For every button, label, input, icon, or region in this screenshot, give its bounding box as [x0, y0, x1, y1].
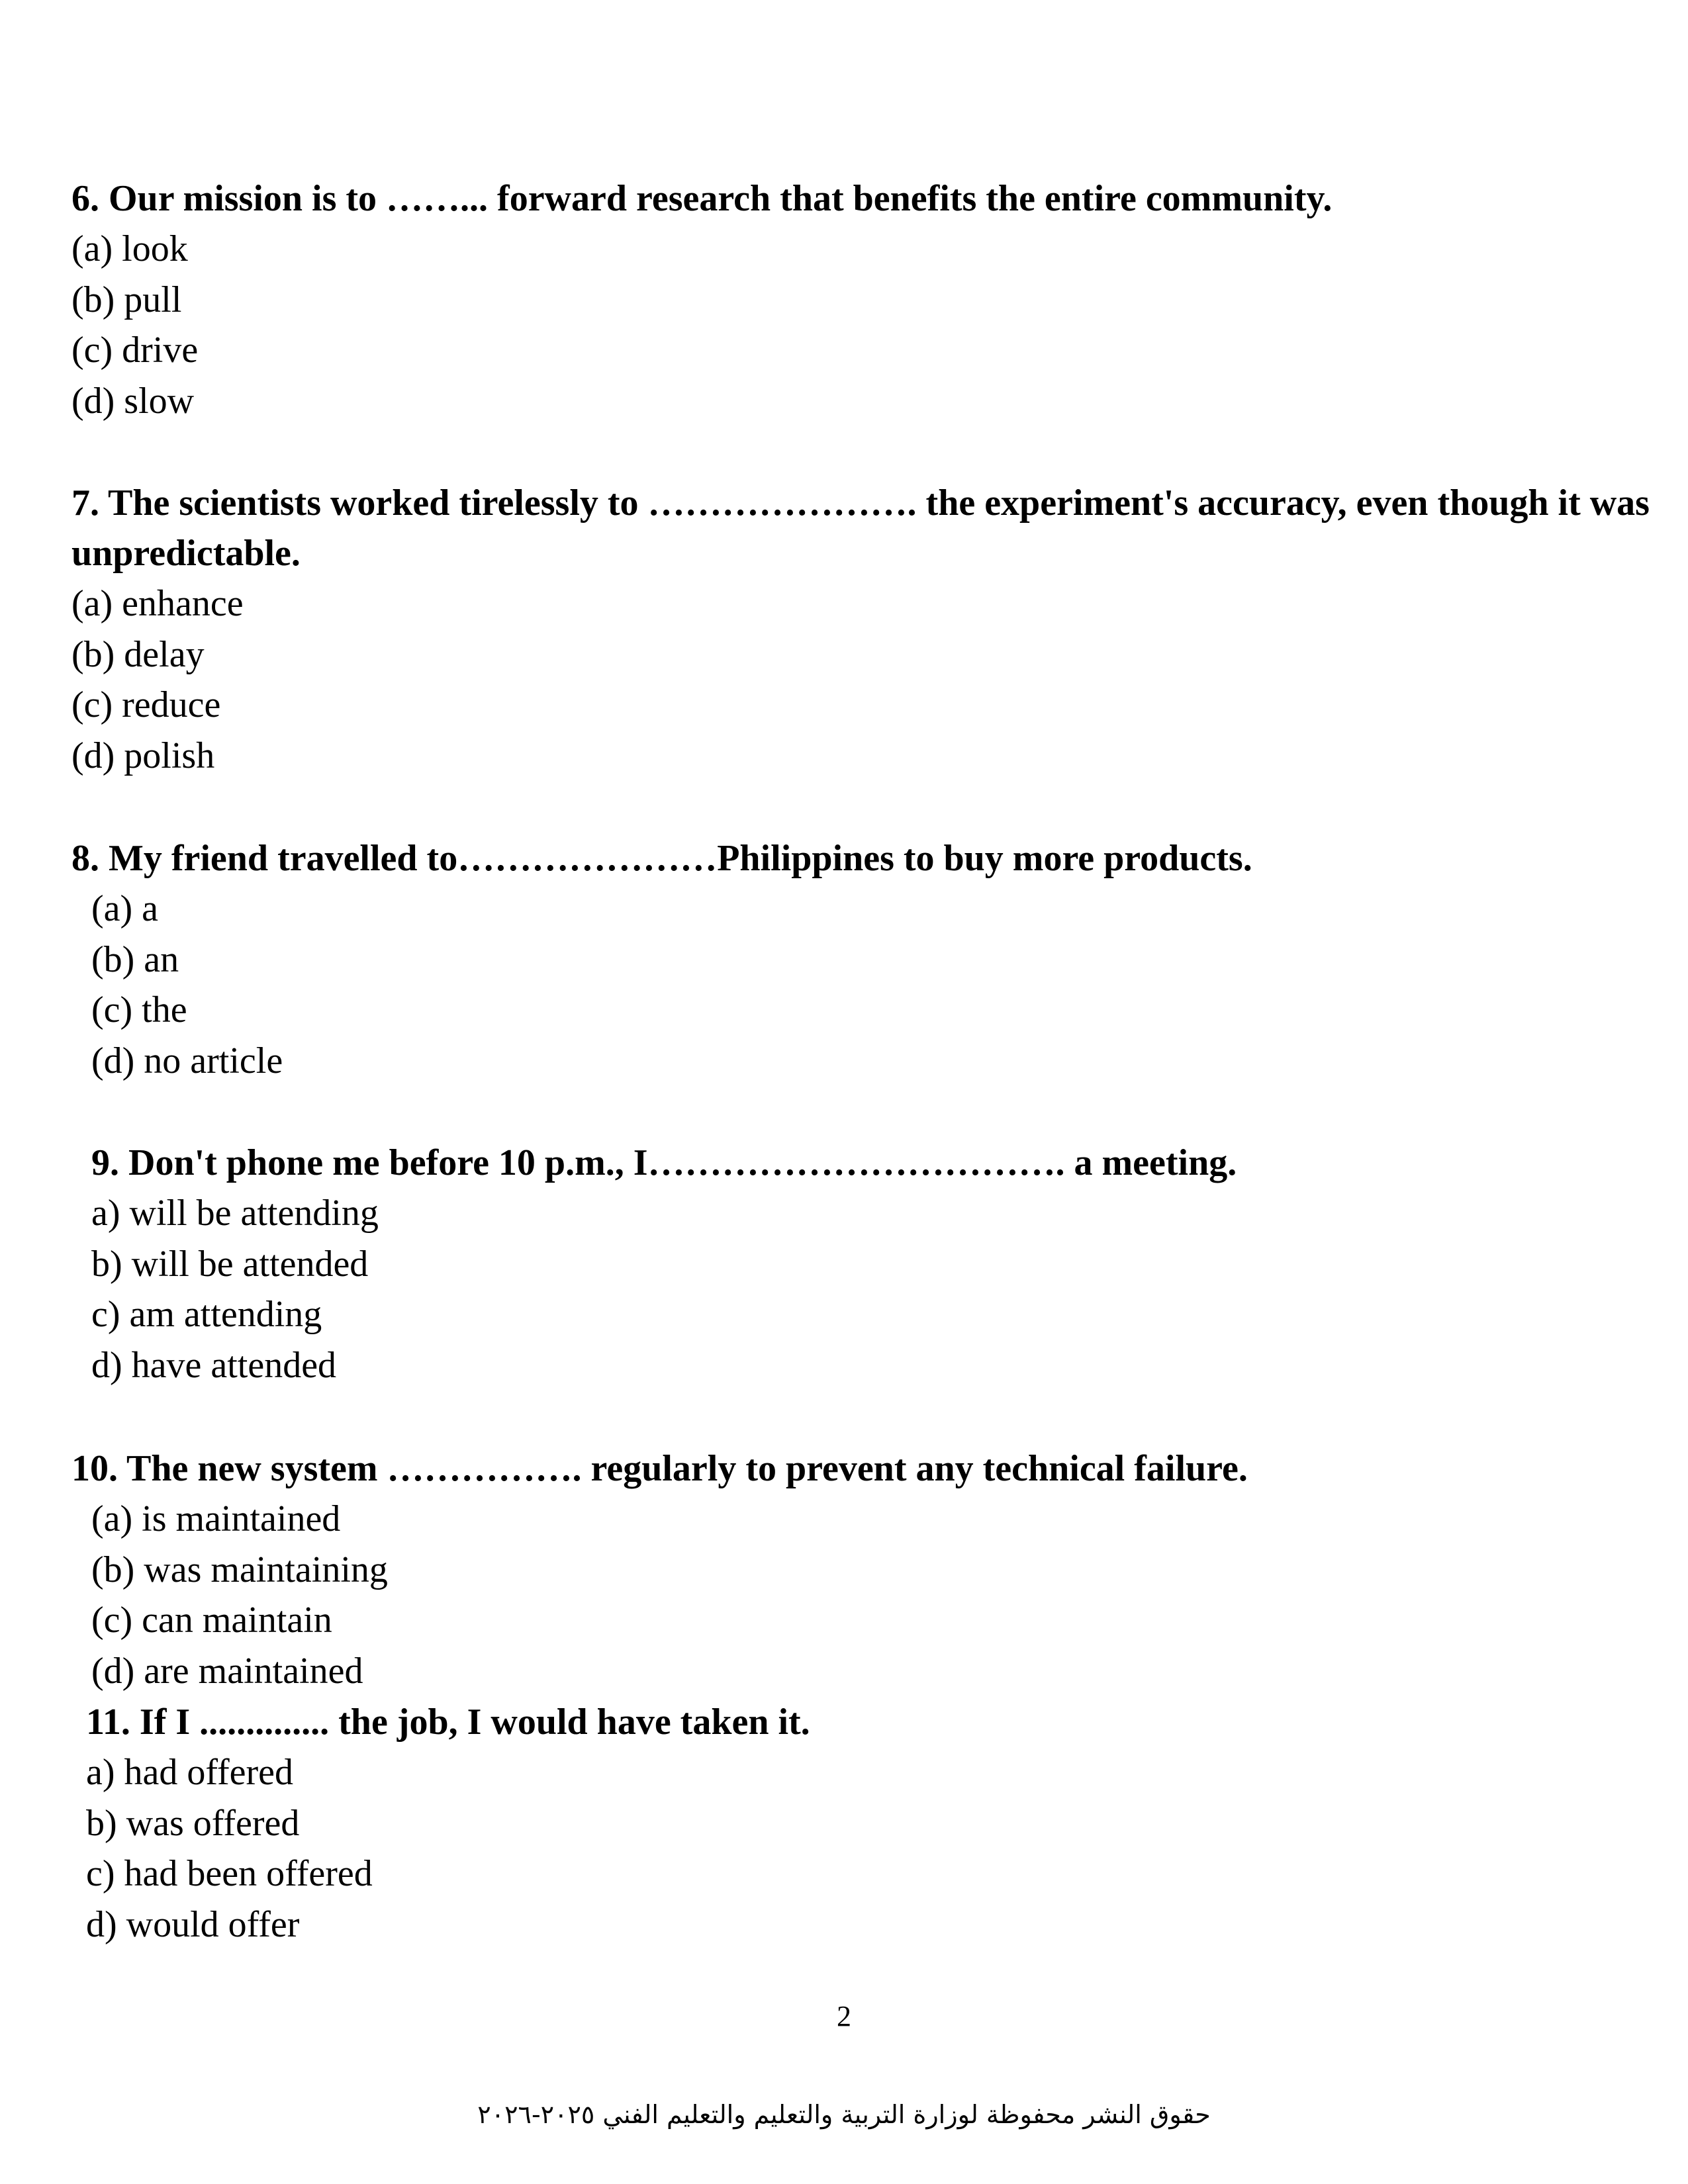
option-c: c) am attending	[91, 1294, 322, 1335]
question-6	[71, 173, 1660, 426]
option-a: a) will be attending	[91, 1193, 379, 1234]
option-c: (c) reduce	[71, 684, 221, 725]
option-b: (b) an	[91, 938, 179, 980]
option-c: c) had been offered	[86, 1853, 373, 1894]
question-7	[71, 478, 1660, 781]
option-a: a) had offered	[86, 1752, 294, 1793]
question-text: 6. Our mission is to ……... forward research that benefits the entire community.	[71, 178, 1333, 219]
question-text: 10. The new system ……………. regularly to prevent any technical failure.	[71, 1448, 1248, 1489]
option-c: (c) the	[91, 989, 187, 1030]
option-b: b) was offered	[86, 1802, 300, 1844]
option-d: d) would offer	[86, 1903, 300, 1945]
option-a: (a) look	[71, 228, 188, 269]
option-c: (c) can maintain	[91, 1600, 332, 1641]
page-number: 2	[837, 2000, 851, 2032]
option-d: (d) are maintained	[91, 1650, 363, 1692]
question-text: 8. My friend travelled to…………………Philippines to buy more products.	[71, 838, 1252, 879]
copyright-footer: حقوق النشر محفوظة لوزارة التربية والتعليم والتعليم الفني ٢٠٢٥-٢٠٢٦	[477, 2100, 1211, 2129]
option-d: d) have attended	[91, 1344, 337, 1386]
question-text: 11. If I .............. the job, I would have taken it.	[86, 1702, 810, 1743]
question-10	[71, 1443, 1660, 1696]
question-8	[71, 833, 1660, 1086]
option-a: (a) is maintained	[91, 1498, 341, 1539]
option-b: (b) pull	[71, 279, 182, 320]
question-11	[86, 1697, 1675, 1950]
option-b: (b) delay	[71, 633, 205, 675]
question-text: 7. The scientists worked tirelessly to …………………. the experiment's accuracy, even though it was unpredictable.	[71, 482, 1650, 574]
option-c: (c) drive	[71, 330, 199, 371]
question-text: 9. Don't phone me before 10 p.m., I……………………………. a meeting.	[91, 1142, 1237, 1183]
option-b: (b) was maintaining	[91, 1549, 388, 1590]
option-a: (a) enhance	[71, 583, 244, 624]
option-d: (d) slow	[71, 380, 195, 422]
option-a: (a) a	[91, 888, 159, 929]
option-b: b) will be attended	[91, 1243, 369, 1285]
option-d: (d) no article	[91, 1040, 283, 1081]
option-d: (d) polish	[71, 735, 215, 776]
question-9	[91, 1138, 1680, 1390]
